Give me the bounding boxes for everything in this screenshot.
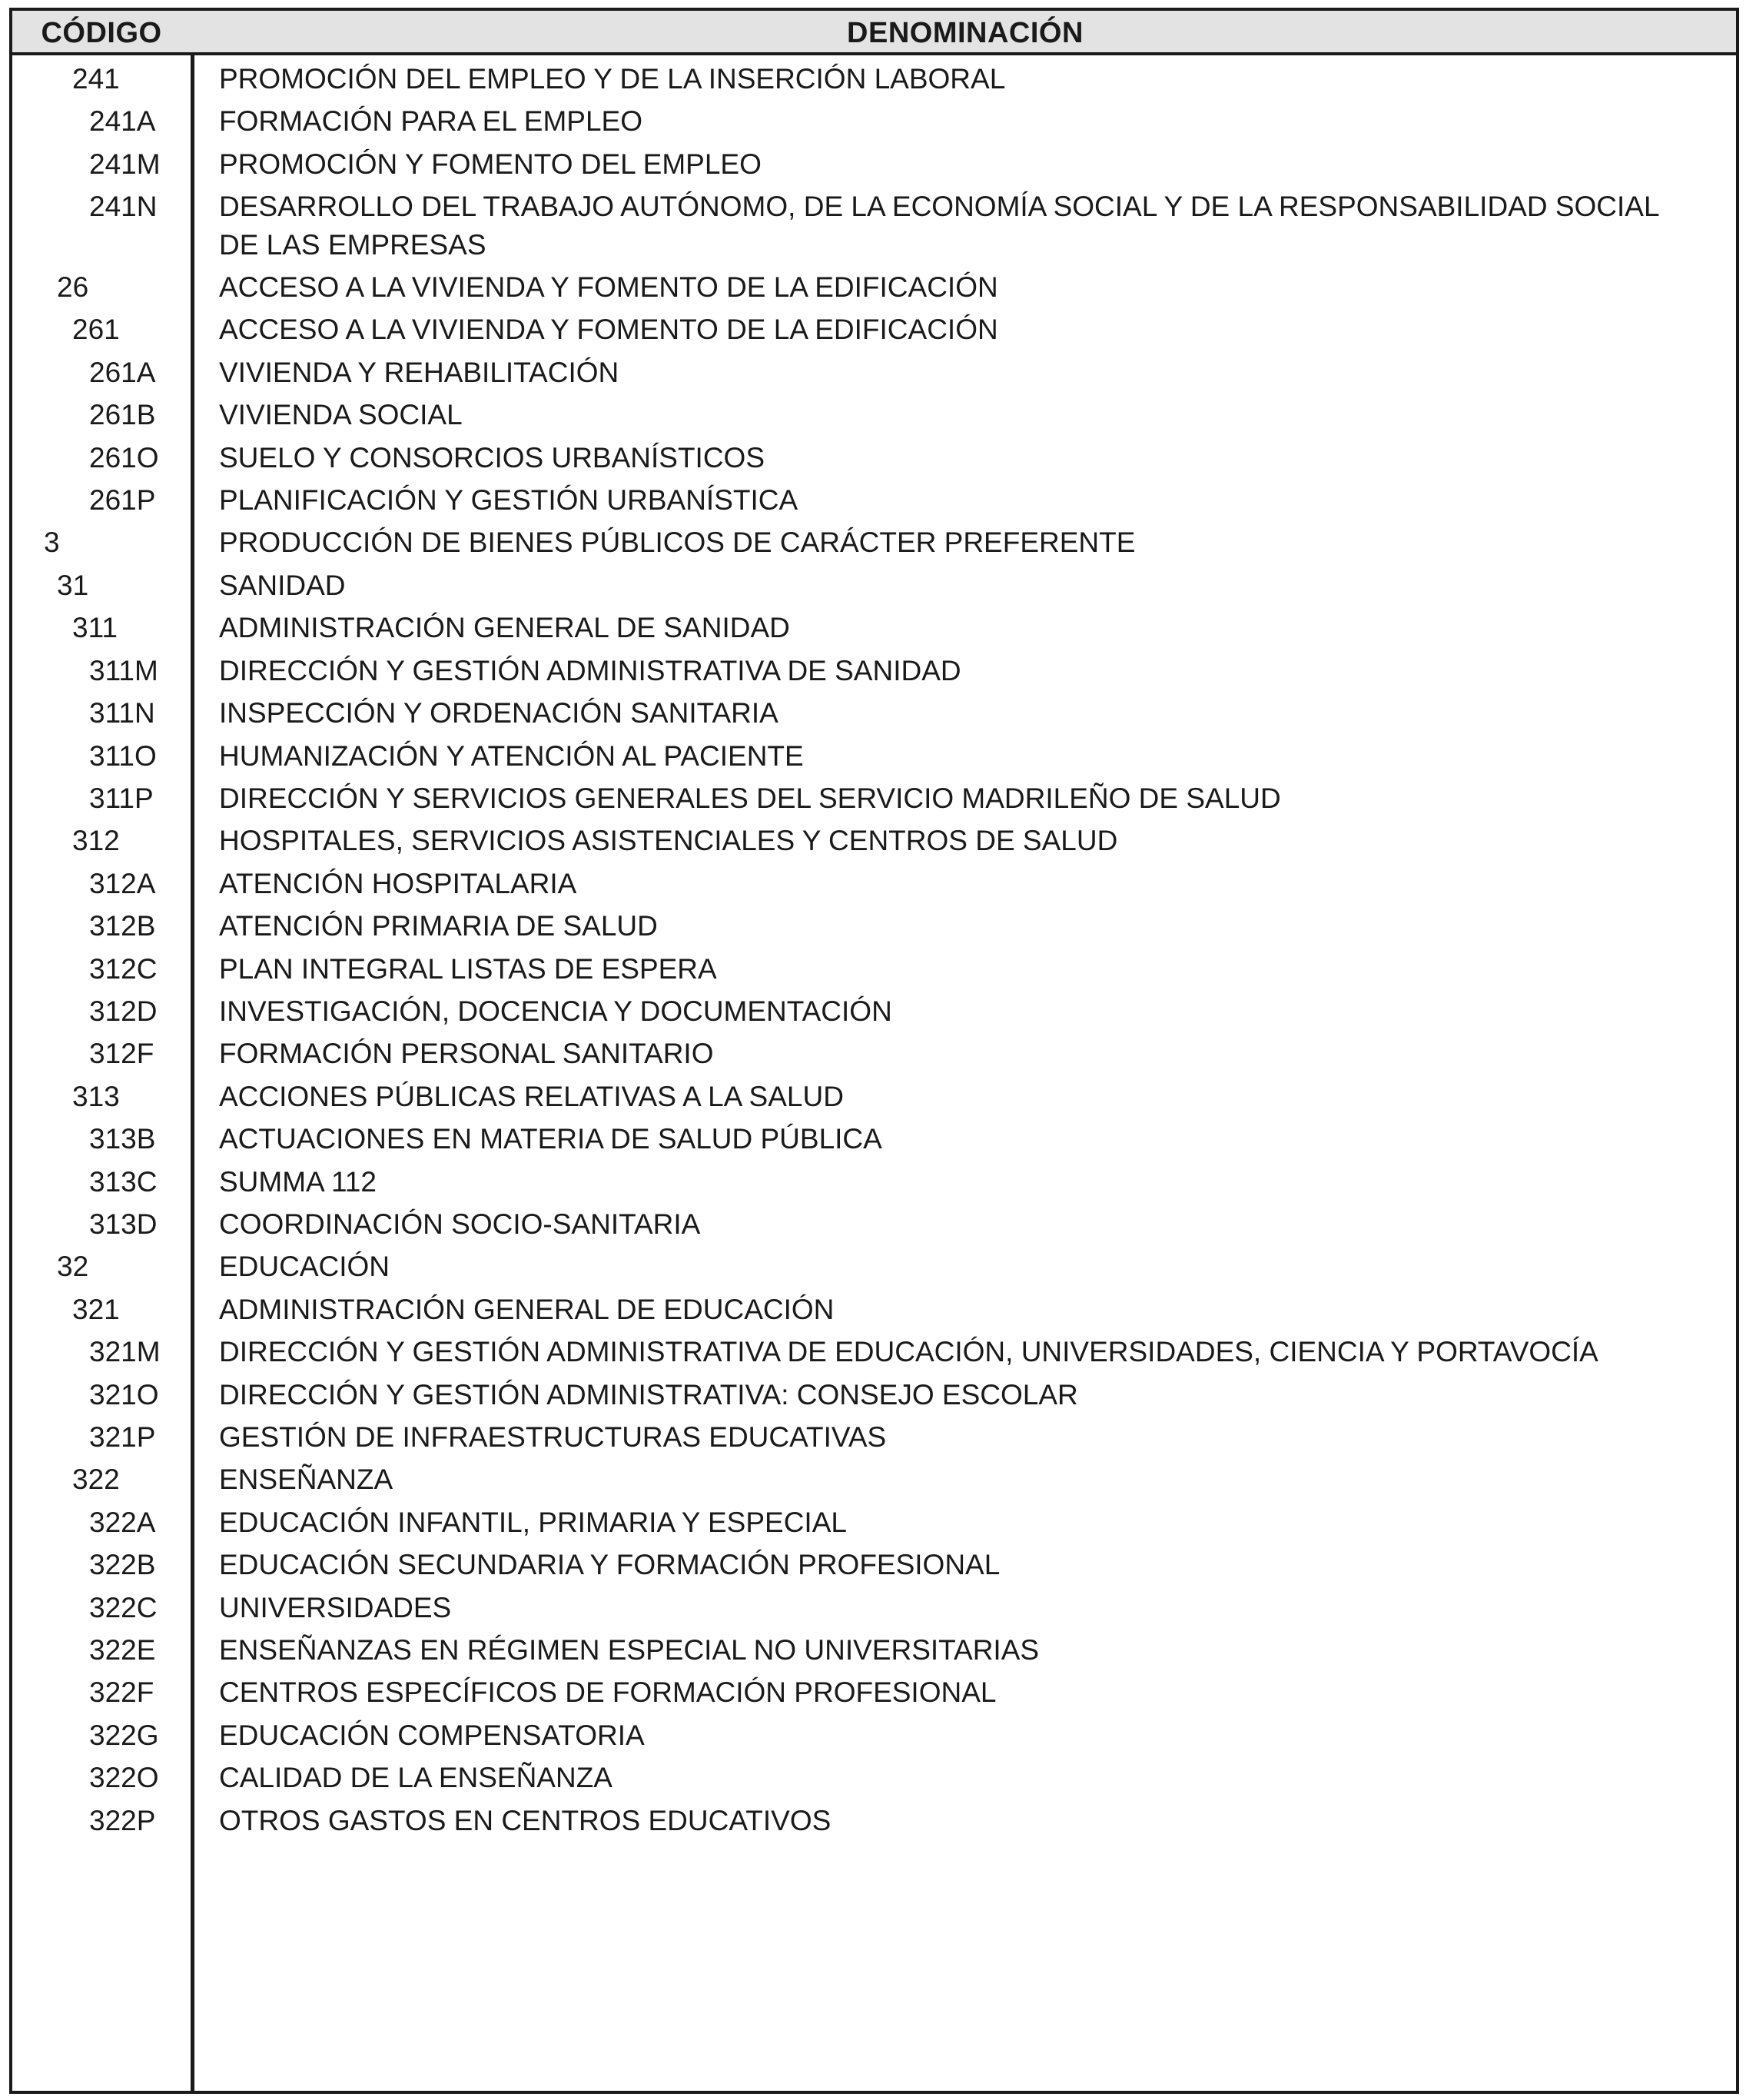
budget-program-table bbox=[9, 8, 1739, 2094]
row-denomination: COORDINACIÓN SOCIO-SANITARIA bbox=[219, 1208, 701, 1240]
row-denomination: DESARROLLO DEL TRABAJO AUTÓNOMO, DE LA ECONOMÍA SOCIAL Y DE LA RESPONSABILIDAD SOCIAL DE LAS EMPRESAS bbox=[219, 191, 1659, 261]
row-denomination: FORMACIÓN PARA EL EMPLEO bbox=[219, 105, 643, 138]
table-row bbox=[12, 391, 1736, 434]
row-code: 261A bbox=[89, 356, 156, 388]
table-row bbox=[12, 1115, 1736, 1158]
row-denomination: HUMANIZACIÓN Y ATENCIÓN AL PACIENTE bbox=[219, 739, 804, 772]
table-row bbox=[12, 141, 1736, 183]
row-denomination: OTROS GASTOS EN CENTROS EDUCATIVOS bbox=[219, 1804, 832, 1836]
row-code: 321 bbox=[72, 1293, 120, 1325]
row-code: 261 bbox=[72, 314, 120, 346]
table-header bbox=[12, 11, 1736, 55]
row-code: 311O bbox=[89, 739, 157, 772]
row-code: 261O bbox=[89, 441, 159, 473]
row-code: 313C bbox=[89, 1165, 158, 1198]
table-row bbox=[12, 98, 1736, 140]
table-row bbox=[12, 519, 1736, 561]
table-row bbox=[12, 1541, 1736, 1583]
table-row bbox=[12, 1030, 1736, 1072]
row-code: 313D bbox=[89, 1208, 158, 1240]
table-row bbox=[12, 1627, 1736, 1669]
row-code: 322C bbox=[89, 1591, 158, 1623]
row-denomination: DIRECCIÓN Y SERVICIOS GENERALES DEL SERVICIO MADRILEÑO DE SALUD bbox=[219, 782, 1281, 814]
row-denomination: PROMOCIÓN DEL EMPLEO Y DE LA INSERCIÓN LABORAL bbox=[219, 63, 1006, 95]
row-code: 322O bbox=[89, 1762, 159, 1794]
table-row bbox=[12, 733, 1736, 775]
row-code: 312 bbox=[72, 825, 120, 857]
row-code: 322A bbox=[89, 1506, 156, 1538]
row-code: 322E bbox=[89, 1634, 156, 1666]
row-denomination: ATENCIÓN HOSPITALARIA bbox=[219, 867, 577, 899]
row-denomination: PRODUCCIÓN DE BIENES PÚBLICOS DE CARÁCTER PREFERENTE bbox=[219, 527, 1136, 559]
table-row bbox=[12, 1499, 1736, 1541]
table-row bbox=[12, 1414, 1736, 1456]
row-code: 311 bbox=[72, 612, 118, 644]
table-row bbox=[12, 1201, 1736, 1243]
row-denomination: CENTROS ESPECÍFICOS DE FORMACIÓN PROFESIONAL bbox=[219, 1676, 997, 1709]
row-denomination: ADMINISTRACIÓN GENERAL DE EDUCACIÓN bbox=[219, 1293, 835, 1325]
row-code: 311P bbox=[89, 782, 154, 814]
row-code: 31 bbox=[57, 569, 89, 601]
row-denomination: ACTUACIONES EN MATERIA DE SALUD PÚBLICA bbox=[219, 1123, 882, 1155]
row-code: 261B bbox=[89, 399, 156, 431]
row-code: 312B bbox=[89, 910, 156, 942]
table-row bbox=[12, 1669, 1736, 1711]
table-row bbox=[12, 689, 1736, 732]
table-row bbox=[12, 477, 1736, 519]
row-denomination: ATENCIÓN PRIMARIA DE SALUD bbox=[219, 910, 658, 942]
table-row bbox=[12, 1073, 1736, 1115]
table-row bbox=[12, 434, 1736, 477]
row-code: 241M bbox=[89, 148, 161, 180]
row-denomination: PROMOCIÓN Y FOMENTO DEL EMPLEO bbox=[219, 148, 762, 180]
row-denomination: PLANIFICACIÓN Y GESTIÓN URBANÍSTICA bbox=[219, 484, 798, 517]
table-row bbox=[12, 55, 1736, 98]
table-row bbox=[12, 1712, 1736, 1754]
table-row bbox=[12, 1328, 1736, 1371]
row-code: 322F bbox=[89, 1676, 154, 1709]
row-denomination: ENSEÑANZA bbox=[219, 1464, 393, 1496]
row-denomination: GESTIÓN DE INFRAESTRUCTURAS EDUCATIVAS bbox=[219, 1421, 887, 1453]
table-row bbox=[12, 1797, 1736, 1839]
row-code: 241 bbox=[72, 63, 120, 95]
table-row bbox=[12, 945, 1736, 988]
row-code: 26 bbox=[57, 271, 89, 304]
row-denomination: SANIDAD bbox=[219, 569, 346, 601]
row-code: 241A bbox=[89, 105, 156, 138]
row-denomination: ACCESO A LA VIVIENDA Y FOMENTO DE LA EDIFICACIÓN bbox=[219, 314, 998, 346]
row-denomination: ADMINISTRACIÓN GENERAL DE SANIDAD bbox=[219, 612, 790, 644]
row-denomination: EDUCACIÓN bbox=[219, 1251, 390, 1283]
row-code: 32 bbox=[57, 1251, 89, 1283]
table-row bbox=[12, 1754, 1736, 1796]
row-denomination: ENSEÑANZAS EN RÉGIMEN ESPECIAL NO UNIVERSITARIAS bbox=[219, 1634, 1040, 1666]
row-code: 322 bbox=[72, 1464, 120, 1496]
row-denomination: EDUCACIÓN COMPENSATORIA bbox=[219, 1719, 645, 1751]
row-code: 311N bbox=[89, 697, 155, 729]
table-row bbox=[12, 349, 1736, 391]
table-row bbox=[12, 1158, 1736, 1201]
row-denomination: ACCIONES PÚBLICAS RELATIVAS A LA SALUD bbox=[219, 1080, 844, 1112]
table-row bbox=[12, 1243, 1736, 1285]
row-denomination: VIVIENDA SOCIAL bbox=[219, 399, 463, 431]
table-row bbox=[12, 1371, 1736, 1414]
row-denomination: DIRECCIÓN Y GESTIÓN ADMINISTRATIVA DE SANIDAD bbox=[219, 654, 961, 686]
row-code: 321M bbox=[89, 1336, 161, 1368]
row-denomination: CALIDAD DE LA ENSEÑANZA bbox=[219, 1762, 612, 1794]
table-row bbox=[12, 562, 1736, 604]
table-row bbox=[12, 860, 1736, 902]
row-denomination: SUELO Y CONSORCIOS URBANÍSTICOS bbox=[219, 441, 765, 473]
row-denomination: HOSPITALES, SERVICIOS ASISTENCIALES Y CENTROS DE SALUD bbox=[219, 825, 1118, 857]
table-row bbox=[12, 1584, 1736, 1627]
header-denomination: DENOMINACIÓN bbox=[847, 17, 1084, 49]
table-row bbox=[12, 647, 1736, 689]
table-row bbox=[12, 902, 1736, 945]
row-denomination: DIRECCIÓN Y GESTIÓN ADMINISTRATIVA DE EDUCACIÓN, UNIVERSIDADES, CIENCIA Y PORTAVOCÍA bbox=[219, 1336, 1598, 1368]
row-code: 3 bbox=[44, 527, 60, 559]
row-code: 311M bbox=[89, 654, 158, 686]
row-denomination: PLAN INTEGRAL LISTAS DE ESPERA bbox=[219, 952, 717, 985]
row-code: 261P bbox=[89, 484, 156, 517]
row-denomination: EDUCACIÓN INFANTIL, PRIMARIA Y ESPECIAL bbox=[219, 1506, 847, 1538]
table-row bbox=[12, 604, 1736, 646]
row-code: 321P bbox=[89, 1421, 156, 1453]
row-denomination: FORMACIÓN PERSONAL SANITARIO bbox=[219, 1038, 714, 1070]
row-code: 312A bbox=[89, 867, 156, 899]
row-code: 313B bbox=[89, 1123, 156, 1155]
row-code: 312C bbox=[89, 952, 158, 985]
row-denomination: INSPECCIÓN Y ORDENACIÓN SANITARIA bbox=[219, 697, 778, 729]
row-code: 322P bbox=[89, 1804, 156, 1836]
row-denomination: ACCESO A LA VIVIENDA Y FOMENTO DE LA EDIFICACIÓN bbox=[219, 271, 998, 304]
table-row bbox=[12, 306, 1736, 348]
row-code: 241N bbox=[89, 191, 158, 223]
row-code: 313 bbox=[72, 1080, 120, 1112]
row-code: 321O bbox=[89, 1378, 159, 1411]
table-row bbox=[12, 775, 1736, 817]
table-row bbox=[12, 988, 1736, 1030]
table-body bbox=[12, 55, 1736, 1839]
row-denomination: INVESTIGACIÓN, DOCENCIA Y DOCUMENTACIÓN bbox=[219, 995, 892, 1027]
table-row bbox=[12, 264, 1736, 306]
row-denomination: EDUCACIÓN SECUNDARIA Y FORMACIÓN PROFESIONAL bbox=[219, 1549, 1001, 1581]
row-code: 312F bbox=[89, 1038, 154, 1070]
row-denomination: SUMMA 112 bbox=[219, 1165, 377, 1198]
row-code: 312D bbox=[89, 995, 158, 1027]
row-code: 322B bbox=[89, 1549, 156, 1581]
table-row bbox=[12, 817, 1736, 859]
row-denomination: VIVIENDA Y REHABILITACIÓN bbox=[219, 356, 619, 388]
table-row bbox=[12, 1286, 1736, 1328]
row-denomination: UNIVERSIDADES bbox=[219, 1591, 452, 1623]
header-code: CÓDIGO bbox=[41, 17, 162, 49]
row-code: 322G bbox=[89, 1719, 159, 1751]
table-row bbox=[12, 183, 1736, 264]
table-row bbox=[12, 1456, 1736, 1498]
row-denomination: DIRECCIÓN Y GESTIÓN ADMINISTRATIVA: CONSEJO ESCOLAR bbox=[219, 1378, 1078, 1411]
